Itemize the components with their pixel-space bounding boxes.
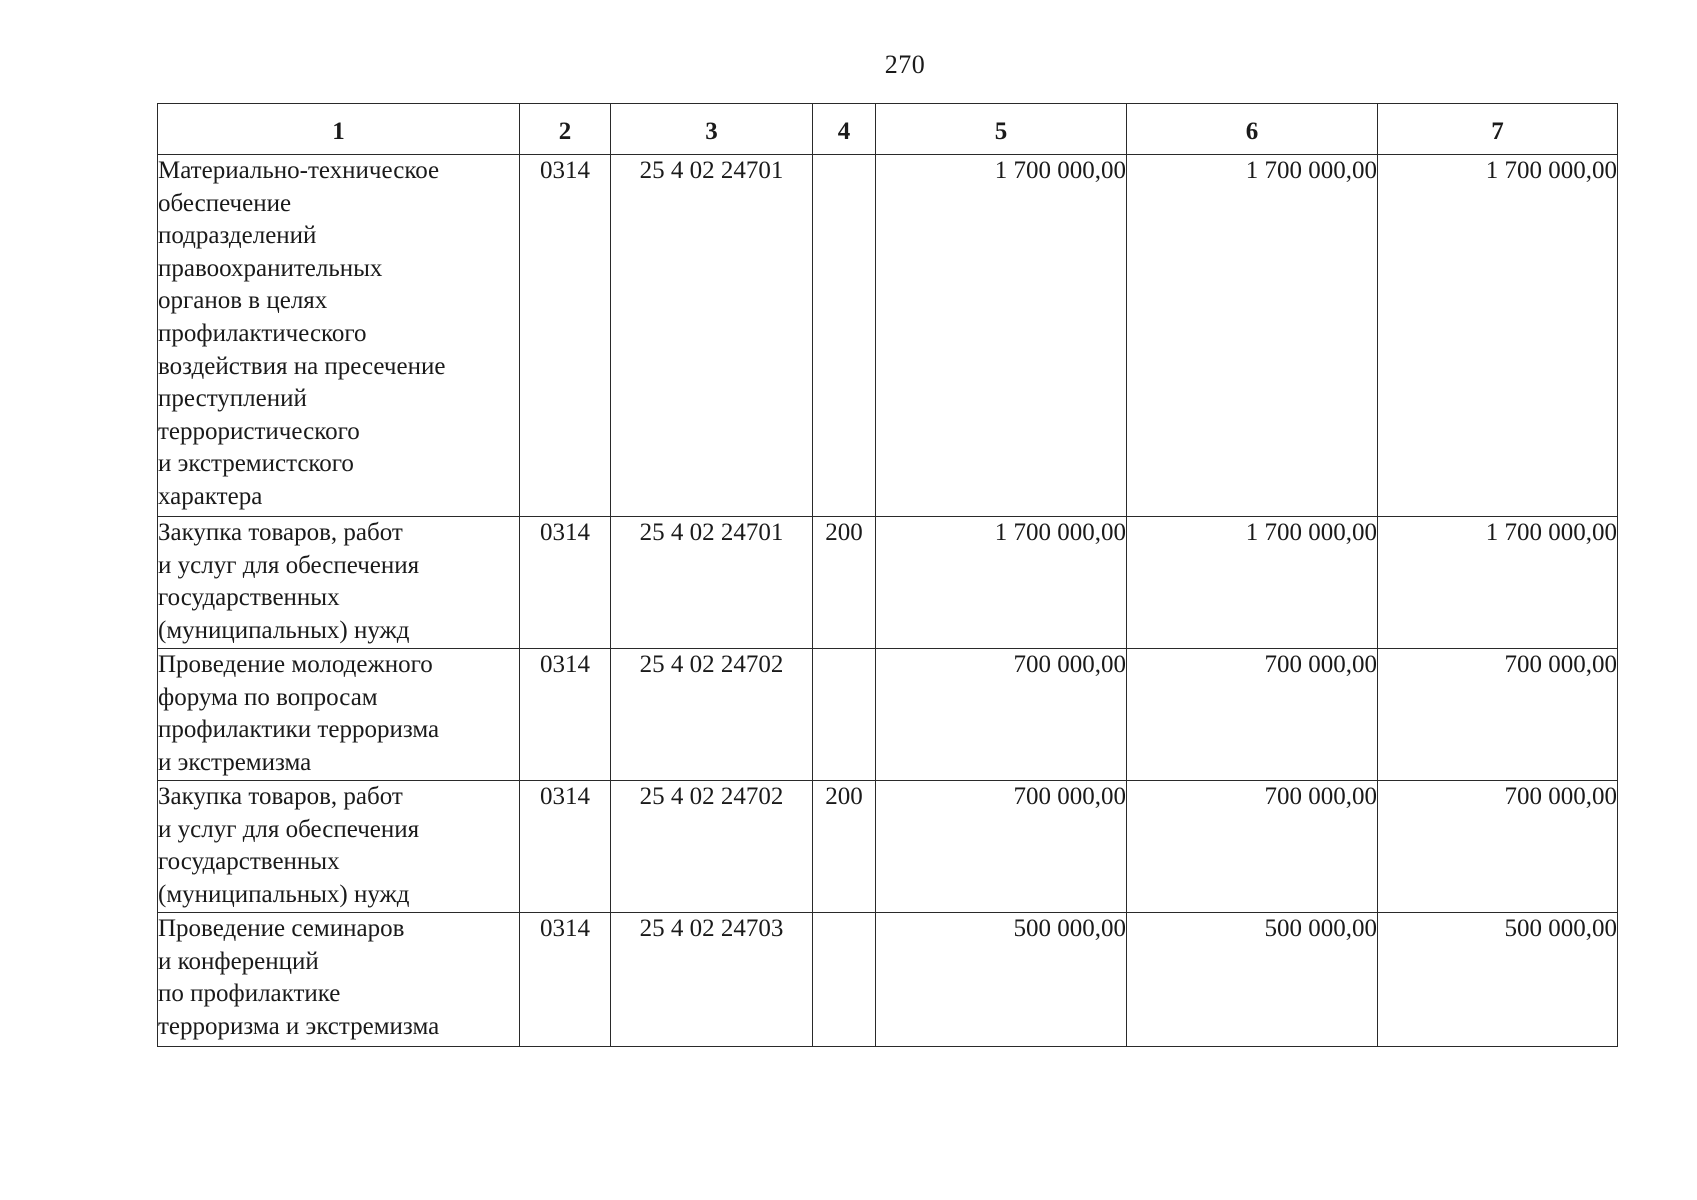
budget-table	[157, 103, 1618, 1047]
row-amount-col7: 700 000,00	[1378, 781, 1618, 913]
row-name	[158, 913, 520, 1047]
row-type-code	[813, 155, 876, 517]
row-name	[158, 781, 520, 913]
table-row	[158, 913, 1618, 1047]
row-amount-col6: 1 700 000,00	[1127, 517, 1378, 649]
row-type-code	[813, 913, 876, 1047]
column-header-2: 2	[520, 104, 611, 155]
row-name-text: Материально-техническое обеспечение подразделений правоохранительных органов в целях профилактического воздействия на пресечение преступлений террористического и экстремистского характера	[158, 157, 446, 510]
row-target-code: 25 4 02 24702	[611, 781, 813, 913]
row-amount-col7: 1 700 000,00	[1378, 517, 1618, 649]
column-header-7: 7	[1378, 104, 1618, 155]
row-amount-col5: 700 000,00	[876, 781, 1127, 913]
row-target-code: 25 4 02 24701	[611, 155, 813, 517]
row-amount-col5: 1 700 000,00	[876, 517, 1127, 649]
row-amount-col7: 1 700 000,00	[1378, 155, 1618, 517]
row-section-code: 0314	[520, 155, 611, 517]
row-amount-col6: 700 000,00	[1127, 781, 1378, 913]
row-name	[158, 517, 520, 649]
row-section-code: 0314	[520, 913, 611, 1047]
table-row	[158, 649, 1618, 781]
row-name-text: Закупка товаров, работ и услуг для обеспечения государственных (муниципальных) нужд	[158, 519, 420, 644]
row-target-code: 25 4 02 24703	[611, 913, 813, 1047]
column-header-3: 3	[611, 104, 813, 155]
row-type-code	[813, 649, 876, 781]
row-amount-col6: 500 000,00	[1127, 913, 1378, 1047]
row-amount-col6: 700 000,00	[1127, 649, 1378, 781]
table-row	[158, 517, 1618, 649]
table-row	[158, 781, 1618, 913]
row-section-code: 0314	[520, 781, 611, 913]
row-section-code: 0314	[520, 649, 611, 781]
row-amount-col7: 700 000,00	[1378, 649, 1618, 781]
row-amount-col5: 700 000,00	[876, 649, 1127, 781]
column-header-5: 5	[876, 104, 1127, 155]
row-name-text: Проведение семинаров и конференций по профилактике терроризма и экстремизма	[158, 915, 440, 1040]
row-type-code: 200	[813, 517, 876, 649]
row-amount-col5: 1 700 000,00	[876, 155, 1127, 517]
header-row	[158, 104, 1618, 155]
row-amount-col5: 500 000,00	[876, 913, 1127, 1047]
column-header-1: 1	[158, 104, 520, 155]
row-target-code: 25 4 02 24701	[611, 517, 813, 649]
column-header-4: 4	[813, 104, 876, 155]
row-target-code: 25 4 02 24702	[611, 649, 813, 781]
row-name	[158, 649, 520, 781]
row-name-text: Закупка товаров, работ и услуг для обеспечения государственных (муниципальных) нужд	[158, 783, 420, 908]
row-section-code: 0314	[520, 517, 611, 649]
row-name-text: Проведение молодежного форума по вопросам профилактики терроризма и экстремизма	[158, 651, 440, 776]
row-type-code: 200	[813, 781, 876, 913]
row-name	[158, 155, 520, 517]
column-header-6: 6	[1127, 104, 1378, 155]
table-row	[158, 155, 1618, 517]
row-amount-col6: 1 700 000,00	[1127, 155, 1378, 517]
row-amount-col7: 500 000,00	[1378, 913, 1618, 1047]
page-number: 270	[884, 50, 926, 79]
